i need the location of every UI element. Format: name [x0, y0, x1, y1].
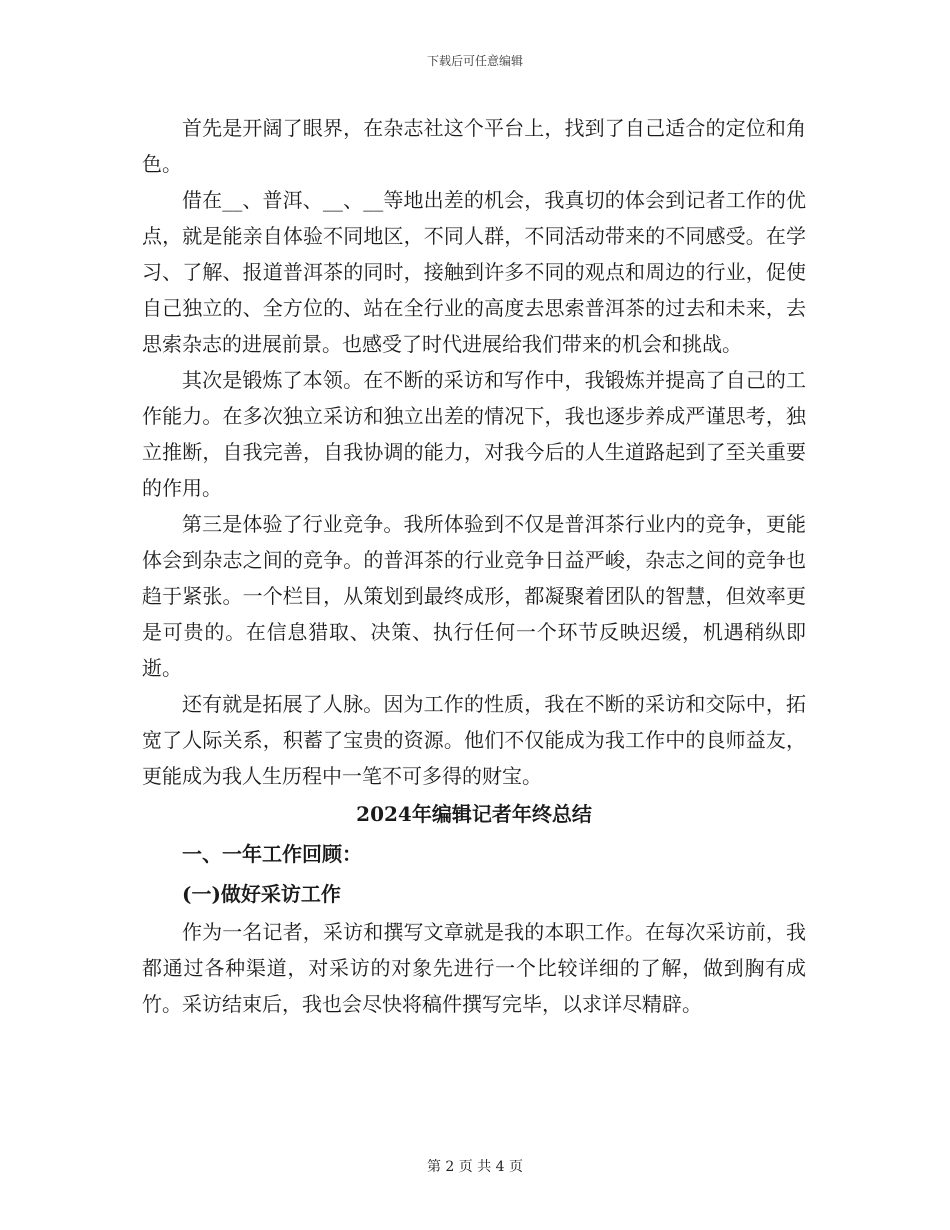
- paragraph-1: 首先是开阔了眼界，在杂志社这个平台上，找到了自己适合的定位和角色。: [142, 116, 806, 176]
- paragraph-3: 其次是锻炼了本领。在不断的采访和写作中，我锻炼并提高了自己的工作能力。在多次独立采访和独立出差的情况下，我也逐步养成严谨思考，独立推断，自我完善，自我协调的能力，对我今后的人生道路起到了至关重要的作用。: [142, 368, 806, 500]
- heading-level-2: (一)做好采访工作: [182, 882, 341, 906]
- section-title: 2024年编辑记者年终总结: [356, 802, 592, 826]
- document-body: [142, 110, 806, 1022]
- paragraph-5: 还有就是拓展了人脉。因为工作的性质，我在不断的采访和交际中，拓宽了人际关系，积蓄了宝贵的资源。他们不仅能成为我工作中的良师益友，更能成为我人生历程中一笔不可多得的财宝。: [142, 692, 806, 788]
- paragraph-6: 作为一名记者，采访和撰写文章就是我的本职工作。在每次采访前，我都通过各种渠道，对采访的对象先进行一个比较详细的了解，做到胸有成竹。采访结束后，我也会尽快将稿件撰写完毕，以求详尽精辟。: [142, 920, 806, 1016]
- heading-level-1: 一、一年工作回顾：: [182, 842, 362, 866]
- paragraph-2: 借在__、普洱、__、__等地出差的机会，我真切的体会到记者工作的优点，就是能亲自体验不同地区，不同人群，不同活动带来的不同感受。在学习、了解、报道普洱茶的同时，接触到许多不同的观点和周边的行业，促使自己独立的、全方位的、站在全行业的高度去思索普洱茶的过去和未来，去思索杂志的进展前景。也感受了时代进展给我们带来的机会和挑战。: [142, 188, 806, 356]
- page-header: 下载后可任意编辑: [426, 54, 523, 68]
- paragraph-4: 第三是体验了行业竞争。我所体验到不仅是普洱茶行业内的竞争，更能体会到杂志之间的竞争。的普洱茶的行业竞争日益严峻，杂志之间的竞争也趋于紧张。一个栏目，从策划到最终成形，都凝聚着团队的智慧，但效率更是可贵的。在信息猎取、决策、执行任何一个环节反映迟缓，机遇稍纵即逝。: [142, 512, 806, 680]
- page-footer: 第 2 页 共 4 页: [426, 1159, 524, 1175]
